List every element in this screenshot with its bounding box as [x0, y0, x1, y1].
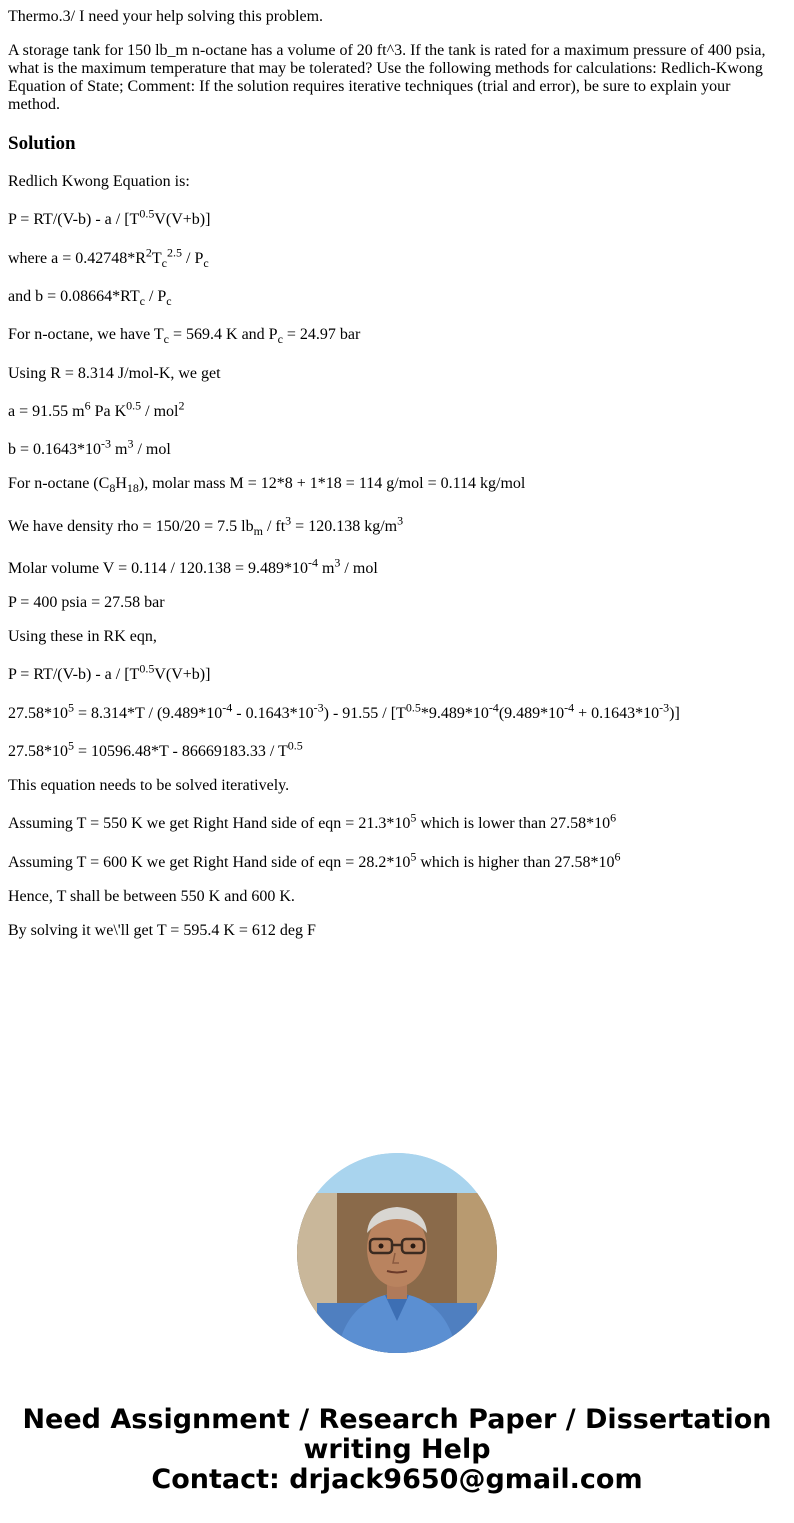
pressure-line: P = 400 psia = 27.58 bar	[8, 594, 165, 611]
molar-volume-line: Molar volume $V = 0.114 / 120.138 = 9.489*10^{-4}$ $m^3$ / mol	[8, 555, 378, 577]
footer-line-2: writing Help	[303, 1434, 491, 1465]
rk-equation-repeat: $P = RT/(V-b) - a / [T^{0.5}V(V+b)]$	[8, 661, 211, 683]
using-rk-line: Using these in RK eqn,	[8, 628, 157, 645]
footer-contact-line: Contact: drjack9650@gmail.com	[151, 1464, 643, 1495]
iterative-note: This equation needs to be solved iteratively.	[8, 777, 290, 794]
gas-constant-line: Using R = 8.314 J/mol-K, we get	[8, 365, 221, 382]
author-avatar	[297, 1153, 497, 1353]
b-value: $b = 0.1643*10^{-3}$ $m^3$ / mol	[8, 436, 171, 458]
a-definition: where $a = 0.42748*R^2T_c^{2.5} / P_c$	[8, 245, 209, 271]
substituted-equation: $27.58*10^5 = 8.314*T / (9.489*10^{-4} - 0.1643*10^{-3}) - 91.55 / [T^{0.5}*9.489*10^{-4}(9.489*10^{-4} + 0.1643*10^{-3})]$	[8, 700, 680, 722]
range-conclusion: Hence, T shall be between 550 K and 600 K.	[8, 888, 295, 905]
footer-line-1: Need Assignment / Research Paper / Dissertation	[22, 1404, 772, 1435]
a-value: a = 91.55 $m^6$ Pa $K^{0.5} / mol^2$	[8, 398, 185, 420]
simplified-equation: $27.58*10^5 = 10596.48*T - 86669183.33 / T^{0.5}$	[8, 738, 303, 760]
rk-intro: Redlich Kwong Equation is:	[8, 173, 190, 190]
molar-mass-line: For n-octane $(C_8H_{18})$, molar mass M = 12*8 + 1*18 = 114 g/mol = 0.114 kg/mol	[8, 475, 526, 496]
solution-heading: Solution	[8, 133, 76, 154]
critical-properties: For n-octane, we have $T_c = 569.4$ K and $P_c = 24.97$ bar	[8, 326, 361, 347]
density-line: We have density rho = 150/20 = 7.5 $lb_m / ft^3 = 120.138$ $kg/m^3$	[8, 513, 404, 539]
final-answer: By solving it we\'ll get T = 595.4 K = 612 deg F	[8, 922, 316, 939]
trial-550-line: Assuming T = 550 K we get Right Hand side of eqn = $21.3*10^5$ which is lower than $27.58*10^6$	[8, 810, 617, 832]
trial-600-line: Assuming T = 600 K we get Right Hand side of eqn = $28.2*10^5$ which is higher than $27.58*10^6$	[8, 849, 621, 871]
question-body: A storage tank for 150 lb_m n-octane has a volume of 20 ft^3. If the tank is rated for a maximum pressure of 400 psia, what is the maximum temperature that may be tolerated? Use the following methods for calculations: Redlich-Kwong Equation of State; Comment: If the solution requires iterative techniques (trial and error), be sure to explain your method.	[8, 42, 766, 113]
author-portrait-image	[297, 1153, 497, 1353]
b-definition: and $b = 0.08664*RT_c / P_c$	[8, 288, 172, 309]
question-title: Thermo.3/ I need your help solving this problem.	[8, 8, 324, 25]
rk-equation: $P = RT/(V-b) - a / [T^{0.5}V(V+b)]$	[8, 206, 211, 228]
